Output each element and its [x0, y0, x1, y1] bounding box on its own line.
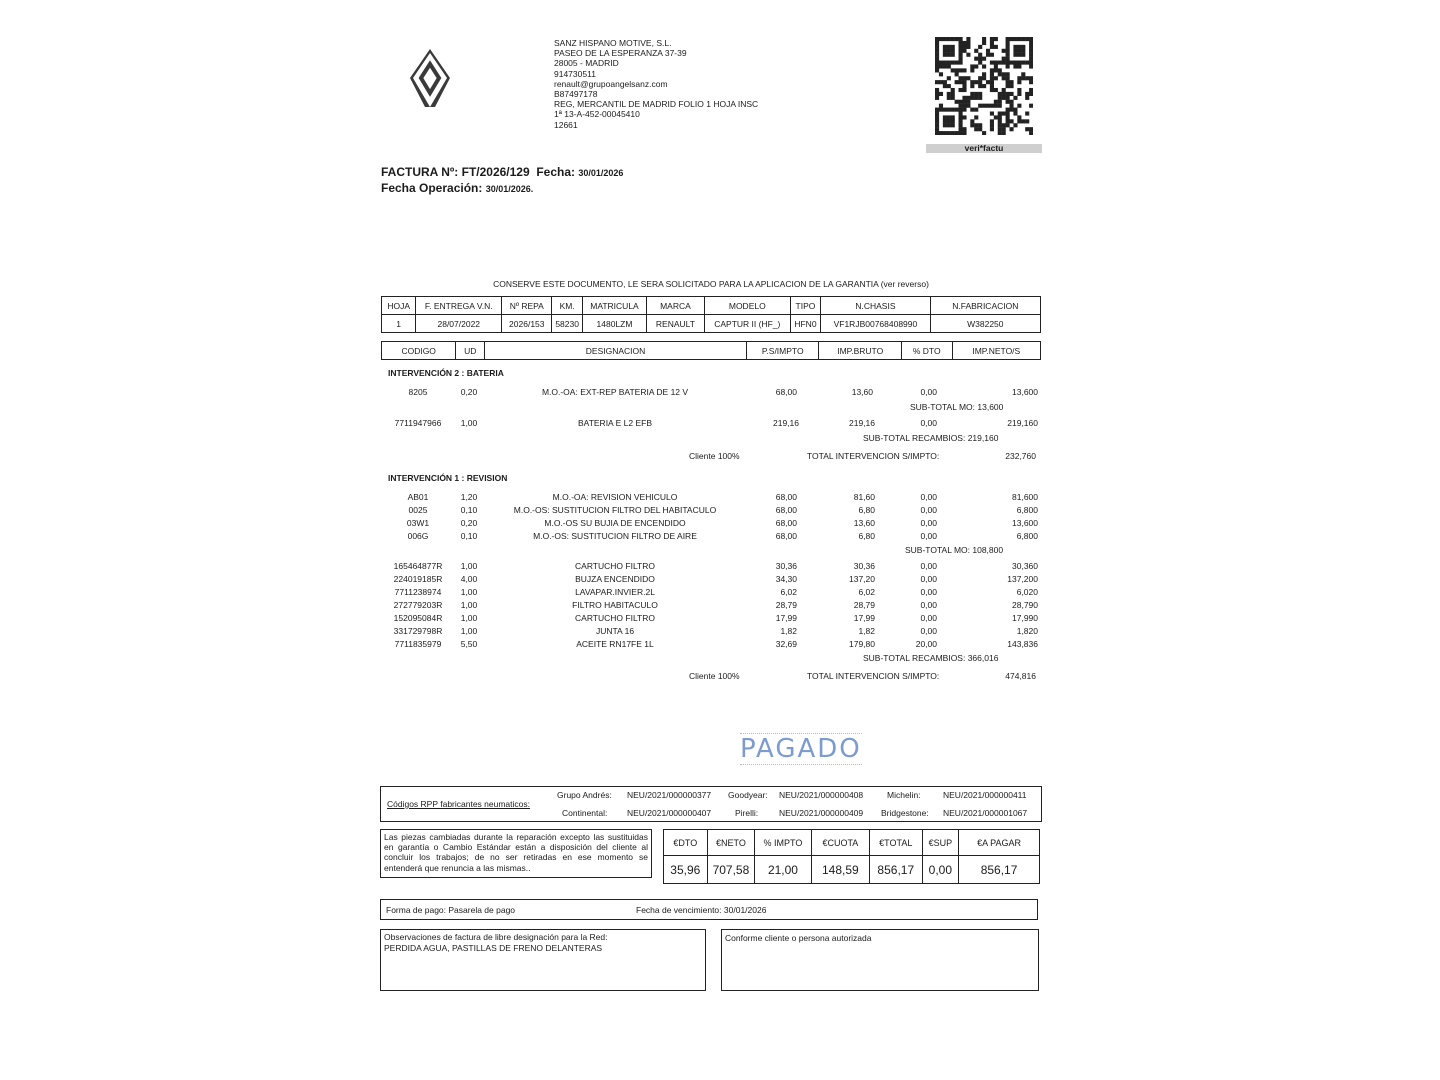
- company-address: [554, 38, 758, 130]
- tyre-brand: Grupo Andrés:: [557, 790, 612, 800]
- vehicle-header: MARCA: [647, 297, 705, 315]
- invoice-date: 30/01/2026: [578, 168, 624, 178]
- line-gross: 137,20: [849, 574, 875, 584]
- vehicle-header: MODELO: [704, 297, 790, 315]
- observations-label: Observaciones de factura de libre designación para la Red:: [384, 932, 608, 942]
- totals-header: €SUP: [922, 830, 959, 856]
- line-desc: M.O.-OA: EXT-REP BATERIA DE 12 V: [541, 387, 689, 397]
- line-desc: FILTRO HABITACULO: [572, 600, 658, 610]
- line-desc: BATERIA E L2 EFB: [577, 418, 652, 428]
- vehicle-header-row: [382, 297, 1041, 315]
- totals-value: 856,17: [870, 856, 923, 884]
- line-dto: 20,00: [915, 639, 937, 649]
- vehicle-header: KM.: [552, 297, 583, 315]
- line-net: 6,800: [1016, 531, 1038, 541]
- line-gross: 30,36: [853, 561, 875, 571]
- table-row: [381, 613, 1041, 625]
- line-desc: CARTUCHO FILTRO: [575, 561, 655, 571]
- operation-date-label: Fecha Operación:: [381, 181, 483, 195]
- vehicle-value: VF1RJB00768408990: [821, 315, 930, 333]
- parts-subtotal: SUB-TOTAL RECAMBIOS: 366,016: [863, 653, 999, 663]
- line-dto: 0,00: [920, 574, 937, 584]
- line-ud: 1,00: [460, 626, 478, 636]
- lines-header: IMP.BRUTO: [819, 342, 901, 360]
- line-dto: 0,00: [920, 418, 937, 428]
- line-desc: M.O.-OS: SUSTITUCION FILTRO DEL HABITACULO: [513, 505, 717, 515]
- line-net: 28,790: [1012, 600, 1038, 610]
- line-price: 68,00: [775, 531, 797, 541]
- observations-text: PERDIDA AGUA, PASTILLAS DE FRENO DELANTERAS: [384, 943, 603, 953]
- line-gross: 179,80: [849, 639, 875, 649]
- labour-subtotal: SUB-TOTAL MO: 13,600: [910, 402, 1004, 412]
- line-net: 13,600: [1012, 518, 1038, 528]
- line-code: 7711238974: [394, 587, 442, 597]
- operation-date-line: [381, 181, 533, 195]
- tyre-code: NEU/2021/000000408: [779, 790, 864, 800]
- line-price: 17,99: [775, 613, 797, 623]
- line-ud: 1,00: [460, 561, 478, 571]
- totals-value: 707,58: [707, 856, 755, 884]
- line-price: 6,02: [780, 587, 797, 597]
- line-net: 30,360: [1012, 561, 1038, 571]
- vehicle-value: CAPTUR II (HF_): [704, 315, 790, 333]
- tyre-brand: Michelin:: [887, 790, 921, 800]
- line-gross: 28,79: [853, 600, 875, 610]
- line-price: 68,00: [775, 505, 797, 515]
- line-dto: 0,00: [920, 600, 937, 610]
- table-row: [381, 505, 1041, 517]
- line-net: 81,600: [1012, 492, 1038, 502]
- vehicle-values-row: [382, 315, 1041, 333]
- table-row: [381, 518, 1041, 530]
- line-code: 03W1: [406, 518, 430, 528]
- line-dto: 0,00: [920, 387, 937, 397]
- vehicle-header: HOJA: [382, 297, 416, 315]
- due-date: 30/01/2026: [723, 905, 767, 915]
- line-net: 13,600: [1012, 387, 1038, 397]
- totals-header: €CUOTA: [811, 830, 869, 856]
- totals-header: % IMPTO: [755, 830, 811, 856]
- line-desc: JUNTA 16: [595, 626, 635, 636]
- line-net: 1,820: [1016, 626, 1038, 636]
- line-net: 143,836: [1007, 639, 1038, 649]
- labour-subtotal: SUB-TOTAL MO: 108,800: [905, 545, 1004, 555]
- line-desc: M.O.-OA: REVISION VEHICULO: [552, 492, 678, 502]
- line-ud: 0,20: [460, 518, 478, 528]
- line-ud: 5,50: [460, 639, 478, 649]
- vehicle-value: HFN0: [790, 315, 821, 333]
- client-percentage: Cliente 100%: [689, 671, 740, 681]
- totals-values-row: [664, 856, 1040, 884]
- intervention-total: 474,816: [1005, 671, 1036, 681]
- vehicle-header: N.CHASIS: [821, 297, 930, 315]
- lines-header-table: [381, 341, 1041, 360]
- due-date-label: Fecha de vencimiento:: [636, 905, 722, 915]
- vehicle-header: TIPO: [790, 297, 821, 315]
- line-net: 137,200: [1007, 574, 1038, 584]
- line-code: 152095084R: [393, 613, 443, 623]
- line-dto: 0,00: [920, 531, 937, 541]
- line-gross: 17,99: [853, 613, 875, 623]
- qr-code-icon: [935, 37, 1033, 135]
- vehicle-header: MATRICULA: [582, 297, 646, 315]
- line-price: 1,82: [780, 626, 797, 636]
- vehicle-value: W382250: [930, 315, 1040, 333]
- tyre-code: NEU/2021/000000377: [627, 790, 712, 800]
- totals-value: 148,59: [811, 856, 869, 884]
- verifactu-label: veri*factu: [926, 144, 1042, 153]
- invoice-number-label: FACTURA Nº:: [381, 165, 459, 179]
- due-date-line: [636, 905, 766, 915]
- intervention-total: 232,760: [1005, 451, 1036, 461]
- vehicle-header: N.FABRICACION: [930, 297, 1040, 315]
- line-gross: 6,80: [858, 531, 875, 541]
- lines-header: P.S/IMPTO: [746, 342, 819, 360]
- table-row: [381, 574, 1041, 586]
- line-code: 331729798R: [393, 626, 443, 636]
- line-ud: 0,20: [460, 387, 478, 397]
- totals-header: €A PAGAR: [959, 830, 1040, 856]
- line-gross: 6,02: [858, 587, 875, 597]
- company-line: PASEO DE LA ESPERANZA 37-39: [554, 48, 687, 59]
- vehicle-value: RENAULT: [647, 315, 705, 333]
- vehicle-table: [381, 296, 1041, 333]
- line-dto: 0,00: [920, 505, 937, 515]
- company-line: 28005 - MADRID: [554, 58, 619, 69]
- line-code: 006G: [407, 531, 429, 541]
- line-code: 8205: [408, 387, 428, 397]
- line-dto: 0,00: [920, 492, 937, 502]
- company-line: 914730511: [554, 68, 596, 79]
- company-line: B87497178: [554, 89, 598, 100]
- lines-header: CODIGO: [382, 342, 456, 360]
- line-ud: 1,00: [460, 418, 478, 428]
- line-ud: 0,10: [460, 531, 478, 541]
- invoice-date-label: Fecha:: [536, 165, 576, 179]
- line-ud: 0,10: [460, 505, 478, 515]
- tyre-code: NEU/2021/000000411: [943, 790, 1027, 800]
- line-ud: 4,00: [460, 574, 478, 584]
- company-line: SANZ HISPANO MOTIVE, S.L.: [554, 38, 672, 48]
- line-price: 34,30: [775, 574, 797, 584]
- lines-header: UD: [456, 342, 485, 360]
- vehicle-value: 1480LZM: [582, 315, 646, 333]
- line-desc: CARTUCHO FILTRO: [575, 613, 655, 623]
- totals-value: 21,00: [755, 856, 811, 884]
- tyre-brand: Pirelli:: [735, 808, 759, 818]
- company-line: 1ª 13-A-452-00045410: [554, 109, 640, 120]
- table-row: [381, 587, 1041, 599]
- vehicle-value: 28/07/2022: [416, 315, 502, 333]
- tyre-code: NEU/2021/000000409: [779, 808, 864, 818]
- line-price: 68,00: [775, 492, 797, 502]
- tyre-codes-label: Códigos RPP fabricantes neumaticos:: [387, 799, 531, 809]
- line-gross: 81,60: [853, 492, 875, 502]
- table-row: [381, 639, 1041, 651]
- totals-header-row: [664, 830, 1040, 856]
- vehicle-value: 2026/153: [502, 315, 552, 333]
- line-net: 17,990: [1012, 613, 1038, 623]
- lines-header: IMP.NETO/S: [952, 342, 1040, 360]
- table-row: [381, 626, 1041, 638]
- warranty-notice: CONSERVE ESTE DOCUMENTO, LE SERA SOLICITADO PARA LA APLICACION DE LA GARANTIA (ver reverso): [493, 279, 929, 289]
- line-net: 6,800: [1016, 505, 1038, 515]
- invoice-number: FT/2026/129: [461, 165, 530, 179]
- table-row: [381, 600, 1041, 612]
- line-ud: 1,00: [460, 600, 478, 610]
- tyre-code: NEU/2021/000001067: [943, 808, 1028, 818]
- line-desc: M.O.-OS SU BUJIA DE ENCENDIDO: [544, 518, 686, 528]
- line-net: 6,020: [1016, 587, 1038, 597]
- vehicle-header: F. ENTREGA V.N.: [416, 297, 502, 315]
- table-row: [381, 387, 1041, 399]
- totals-header: €TOTAL: [870, 830, 923, 856]
- totals-header: €NETO: [707, 830, 755, 856]
- table-row: [381, 418, 1041, 430]
- company-line: 12661: [554, 119, 578, 130]
- line-dto: 0,00: [920, 587, 937, 597]
- renault-diamond-icon: [405, 46, 455, 110]
- line-gross: 13,60: [851, 387, 873, 397]
- parts-subtotal: SUB-TOTAL RECAMBIOS: 219,160: [863, 433, 999, 443]
- line-dto: 0,00: [920, 518, 937, 528]
- line-price: 30,36: [775, 561, 797, 571]
- line-price: 32,69: [775, 639, 797, 649]
- payment-method-label: Forma de pago:: [386, 905, 447, 915]
- line-code: 7711835979: [394, 639, 442, 649]
- line-ud: 1,00: [460, 613, 478, 623]
- table-row: [381, 531, 1041, 543]
- line-dto: 0,00: [920, 613, 937, 623]
- line-code: 7711947966: [394, 418, 442, 428]
- totals-value: 0,00: [922, 856, 959, 884]
- vehicle-header: Nº REPA: [502, 297, 552, 315]
- line-desc: ACEITE RN17FE 1L: [576, 639, 654, 649]
- payment-method: Pasarela de pago: [448, 905, 516, 915]
- operation-date: 30/01/2026.: [485, 184, 534, 194]
- table-row: [381, 561, 1041, 573]
- line-ud: 1,00: [460, 587, 478, 597]
- line-desc: BUJZA ENCENDIDO: [575, 574, 655, 584]
- lines-header: DESIGNACION: [485, 342, 747, 360]
- line-gross: 13,60: [853, 518, 875, 528]
- company-line: REG, MERCANTIL DE MADRID FOLIO 1 HOJA INSC: [554, 99, 759, 110]
- totals-value: 856,17: [959, 856, 1040, 884]
- tyre-code: NEU/2021/000000407: [627, 808, 712, 818]
- client-percentage: Cliente 100%: [689, 451, 740, 461]
- intervention-title: INTERVENCIÓN 1 : REVISION: [388, 473, 508, 483]
- totals-header: €DTO: [664, 830, 708, 856]
- signature-label: Conforme cliente o persona autorizada: [725, 933, 872, 943]
- line-price: 219,16: [773, 418, 799, 428]
- line-code: 272779203R: [393, 600, 443, 610]
- intervention-title: INTERVENCIÓN 2 : BATERIA: [388, 368, 504, 378]
- company-line: renault@grupoangelsanz.com: [554, 78, 668, 89]
- intervention-total-label: TOTAL INTERVENCION S/IMPTO:: [807, 451, 940, 461]
- line-desc: LAVAPAR.INVIER.2L: [575, 587, 655, 597]
- totals-table: [663, 829, 1040, 884]
- line-code: 224019185R: [393, 574, 443, 584]
- vehicle-value: 1: [382, 315, 416, 333]
- line-code: AB01: [407, 492, 429, 502]
- line-gross: 6,80: [858, 505, 875, 515]
- line-price: 68,00: [775, 387, 797, 397]
- table-row: [381, 492, 1041, 504]
- line-price: 68,00: [775, 518, 797, 528]
- line-ud: 1,20: [460, 492, 478, 502]
- line-dto: 0,00: [920, 626, 937, 636]
- line-net: 219,160: [1007, 418, 1038, 428]
- tyre-brand: Continental:: [562, 808, 608, 818]
- lines-header: % DTO: [901, 342, 952, 360]
- tyre-brand: Goodyear:: [728, 790, 768, 800]
- line-dto: 0,00: [920, 561, 937, 571]
- line-gross: 219,16: [849, 418, 875, 428]
- line-gross: 1,82: [858, 626, 875, 636]
- vehicle-value: 58230: [552, 315, 583, 333]
- line-code: 0025: [408, 505, 428, 515]
- paid-stamp: PAGADO: [740, 734, 862, 764]
- tyre-brand: Bridgestone:: [881, 808, 929, 818]
- line-desc: M.O.-OS: SUSTITUCION FILTRO DE AIRE: [533, 531, 697, 541]
- totals-value: 35,96: [664, 856, 708, 884]
- line-price: 28,79: [775, 600, 797, 610]
- invoice-number-line: [381, 165, 623, 179]
- parts-notice: Las piezas cambiadas durante la reparación excepto las sustituidas en garantía o Cambio Estándar están a disposición del cliente al concluir los trabajos; de no ser retiradas en ese momento se entenderá que renuncia a las mismas..: [384, 832, 648, 873]
- payment-method-line: [386, 905, 515, 915]
- intervention-total-label: TOTAL INTERVENCION S/IMPTO:: [807, 671, 940, 681]
- line-code: 165464877R: [393, 561, 443, 571]
